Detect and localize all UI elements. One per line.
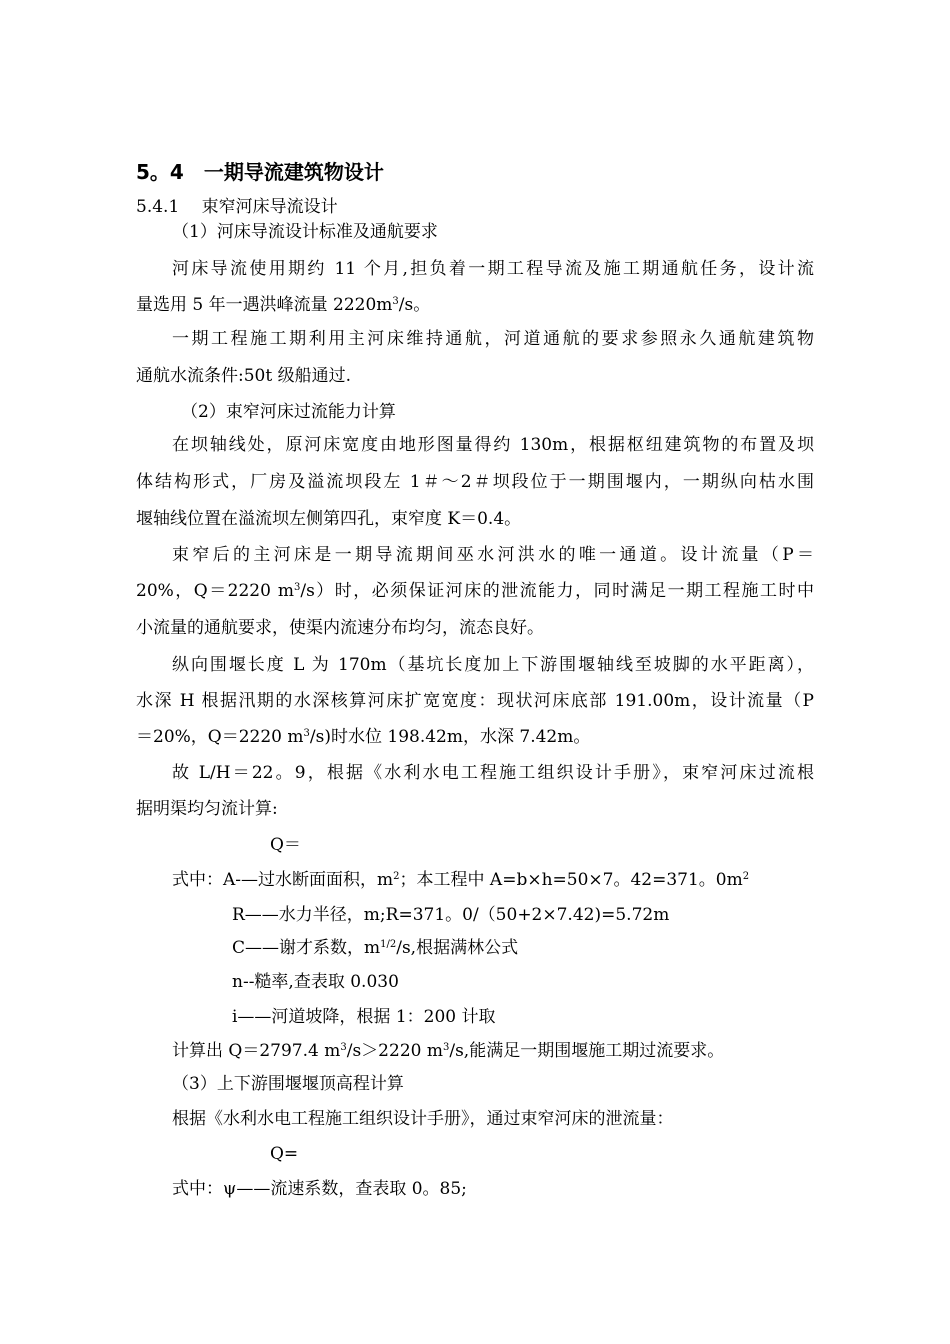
paragraph-line: 河床导流使用期约 11 个月,担负着一期工程导流及施工期通航任务，设计流 [172,259,814,279]
paragraph-line: i——河道坡降，根据 1：200 计取 [232,1007,496,1027]
formula-q: Q= [270,1144,299,1164]
paragraph-line: （3）上下游围堰堰顶高程计算 [172,1074,404,1094]
paragraph-line: 量选用 5 年一遇洪峰流量 $2220m^3/s$。 [136,295,431,315]
paragraph-line: （2）束窄河床过流能力计算 [181,402,396,422]
paragraph-line: 式中：A-—过水断面面积，$m^2$；本工程中 A=b×h=50×7。42=371。$0m^2$ [172,870,750,890]
paragraph-line: C——谢才系数，$m^{1/2}/s$,根据满林公式 [232,938,519,958]
formula-q: Q＝ [270,835,301,855]
paragraph-line: 束窄后的主河床是一期导流期间巫水河洪水的唯一通道。设计流量（P＝ [172,545,814,565]
paragraph-line: 根据《水利水电工程施工组织设计手册》，通过束窄河床的泄流量： [172,1109,674,1129]
paragraph-line: 据明渠均匀流计算: [136,799,278,819]
paragraph-line: 20%，Q＝2220 $m^3/s$）时，必须保证河床的泄流能力，同时满足一期工程施工时中 [136,581,815,601]
paragraph-line: ＝20%，Q＝2220 $m^3/s$)时水位 198.42m，水深 7.42m。 [136,727,591,747]
paragraph-line: 水深 H 根据汛期的水深核算河床扩宽宽度：现状河床底部 191.00m，设计流量（P [136,691,814,711]
paragraph-line: 计算出 Q＝2797.4 $m^3/s>2220$ $m^3/s$,能满足一期围堰施工期过流要求。 [172,1041,725,1061]
paragraph-line: 在坝轴线处，原河床宽度由地形图量得约 130m，根据枢纽建筑物的布置及坝 [172,435,814,455]
paragraph-line: 小流量的通航要求，使渠内流速分布均匀，流态良好。 [136,618,544,638]
paragraph-line: 体结构形式，厂房及溢流坝段左 1＃～2＃坝段位于一期围堰内，一期纵向枯水围 [136,472,814,492]
paragraph-line: 一期工程施工期利用主河床维持通航，河道通航的要求参照永久通航建筑物 [172,329,814,349]
paragraph-line: n--糙率,查表取 0.030 [232,972,399,992]
paragraph-line: 式中：ψ——流速系数，查表取 0。85; [172,1179,467,1199]
paragraph-line: （1）河床导流设计标准及通航要求 [172,222,438,242]
section-heading: 5。4 一期导流建筑物设计 [136,160,384,184]
paragraph-line: 纵向围堰长度 L 为 170m（基坑长度加上下游围堰轴线至坡脚的水平距离）， [172,655,814,675]
paragraph-line: R——水力半径，m;R=371。0/（50+2×7.42)=5.72m [232,905,670,925]
subsection-heading: 5.4.1 束窄河床导流设计 [136,197,338,217]
paragraph-line: 故 L/H＝22。9，根据《水利水电工程施工组织设计手册》，束窄河床过流根 [172,763,814,783]
paragraph-line: 堰轴线位置在溢流坝左侧第四孔，束窄度 K＝0.4。 [136,509,522,529]
paragraph-line: 通航水流条件:50t 级船通过. [136,366,351,386]
